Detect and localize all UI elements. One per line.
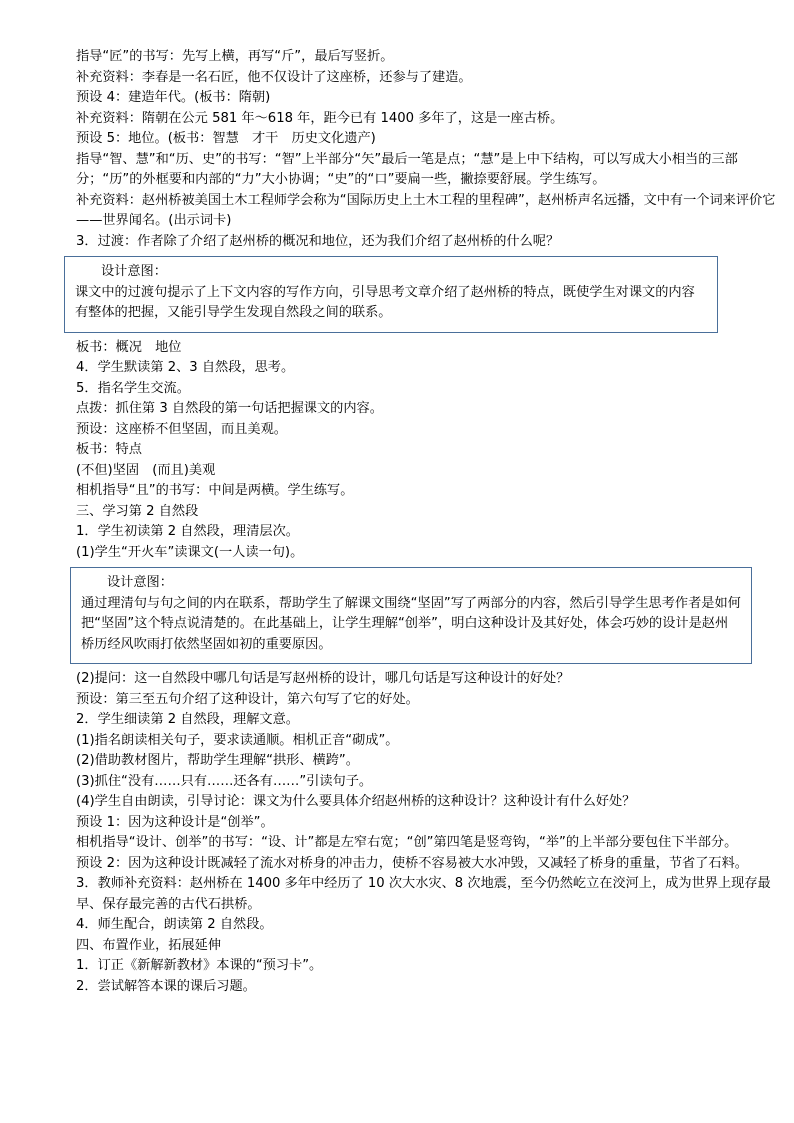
text-line: (1)学生“开火车”读课文(一人读一句)。 — [76, 544, 304, 560]
text-line: 1．订正《新解新教材》本课的“预习卡”。 — [76, 958, 323, 973]
text-line: 补充资料：李春是一名石匠，他不仅设计了这座桥，还参与了建造。 — [76, 69, 472, 85]
text-line: 预设 5：地位。(板书：智慧 才干 历史文化遗产) — [76, 131, 376, 146]
text-line: 4．师生配合，朗读第 2 自然段。 — [76, 917, 273, 932]
design-intent-title: 设计意图： — [107, 575, 173, 590]
text-line: 3．过渡：作者除了介绍了赵州桥的概况和地位，还为我们介绍了赵州桥的什么呢？ — [76, 233, 560, 249]
text-paragraph: 相机指导“设计、创举”的书写：“设、计”都是左窄右宽；“创”第四笔是竖弯钩，“举”的上半部分要包住下半部分。 — [76, 835, 738, 850]
text-line: (2)提问：这一自然段中哪几句话是写赵州桥的设计，哪几句话是写这种设计的好处？ — [76, 671, 570, 686]
text-line: 预设 4：建造年代。(板书：隋朝) — [76, 90, 271, 105]
text-line: (1)指名朗读相关句子，要求读通顺。相机正音“砌成”。 — [76, 732, 399, 748]
text-line: (3)抓住“没有……只有……还各有……”引读句子。 — [76, 773, 373, 789]
text-line: 板书：特点 — [76, 442, 142, 457]
text-line: 点拨：抓住第 3 自然段的第一句话把握课文的内容。 — [76, 401, 383, 416]
design-intent-text: 课文中的过渡句提示了上下文内容的写作方向，引导思考文章介绍了赵州桥的特点，既使学生对课文的内容有整体的把握，又能引导学生发现自然段之间的联系。 — [75, 284, 695, 320]
text-line: 2．学生细读第 2 自然段，理解文意。 — [76, 712, 299, 727]
section-b — [76, 338, 780, 564]
text-line: (2)借助教材图片，帮助学生理解“拱形、横跨”。 — [76, 753, 359, 768]
text-paragraph: 指导“智、慧”和“历、史”的书写：“智”上半部分“矢”最后一笔是点；“慧”是上中下结构，可以写成大小相当的三部分；“历”的外框要和内部的“力”大小协调；“史”的“口”要扁一些，撇捺要舒展。学生练写。 — [76, 151, 738, 187]
text-line: 补充资料：隋朝在公元 581 年～618 年，距今已有 1400 多年了，这是一座古桥。 — [76, 110, 564, 126]
text-line: 指导“匠”的书写：先写上横，再写“斤”，最后写竖折。 — [76, 49, 394, 64]
design-intent-box — [64, 256, 718, 333]
text-line: 板书：概况 地位 — [76, 339, 182, 355]
document-page — [76, 47, 780, 997]
text-line: (4)学生自由朗读，引导讨论：课文为什么要具体介绍赵州桥的这种设计？这种设计有什么好处？ — [76, 794, 636, 809]
text-line: 相机指导“且”的书写：中间是两横。学生练写。 — [76, 483, 354, 498]
text-line: 4．学生默读第 2、3 自然段，思考。 — [76, 360, 295, 375]
text-line: 预设：第三至五句介绍了这种设计，第六句写了它的好处。 — [76, 691, 419, 707]
text-paragraph: 补充资料：赵州桥被美国土木工程师学会称为“国际历史上土木工程的里程碑”，赵州桥声名远播，文中有一个词来评价它——世界闻名。(出示词卡) — [76, 192, 776, 228]
text-paragraph: 预设 2：因为这种设计既减轻了流水对桥身的冲击力，使桥不容易被大水冲毁，又减轻了桥身的重量，节省了石料。 — [76, 855, 748, 871]
text-line: 1．学生初读第 2 自然段，理清层次。 — [76, 524, 299, 539]
design-intent-box — [70, 567, 752, 664]
section-heading: 三、学习第 2 自然段 — [76, 503, 199, 519]
section-a — [76, 47, 780, 252]
design-intent-text: 通过理清句与句之间的内在联系，帮助学生了解课文围绕“坚固”写了两部分的内容，然后引导学生思考作者是如何把“坚固”这个特点说清楚的。在此基础上，让学生理解“创举”，明白这种设计及其好处，体会巧妙的设计是赵州桥历经风吹雨打依然坚固如初的重要原因。 — [81, 595, 741, 652]
text-line: (不但)坚固 (而且)美观 — [76, 462, 216, 478]
section-heading: 四、布置作业，拓展延伸 — [76, 937, 222, 953]
text-line: 预设 1：因为这种设计是“创举”。 — [76, 814, 274, 830]
design-intent-title: 设计意图： — [101, 264, 167, 279]
text-line: 5．指名学生交流。 — [76, 380, 190, 396]
text-line: 2．尝试解答本课的课后习题。 — [76, 978, 256, 994]
text-paragraph: 3．教师补充资料：赵州桥在 1400 多年中经历了 10 次大水灾、8 次地震，至今仍然屹立在洨河上，成为世界上现存最早、保存最完善的古代石拱桥。 — [76, 876, 771, 912]
text-line: 预设：这座桥不但坚固，而且美观。 — [76, 421, 287, 437]
section-c — [76, 669, 780, 997]
